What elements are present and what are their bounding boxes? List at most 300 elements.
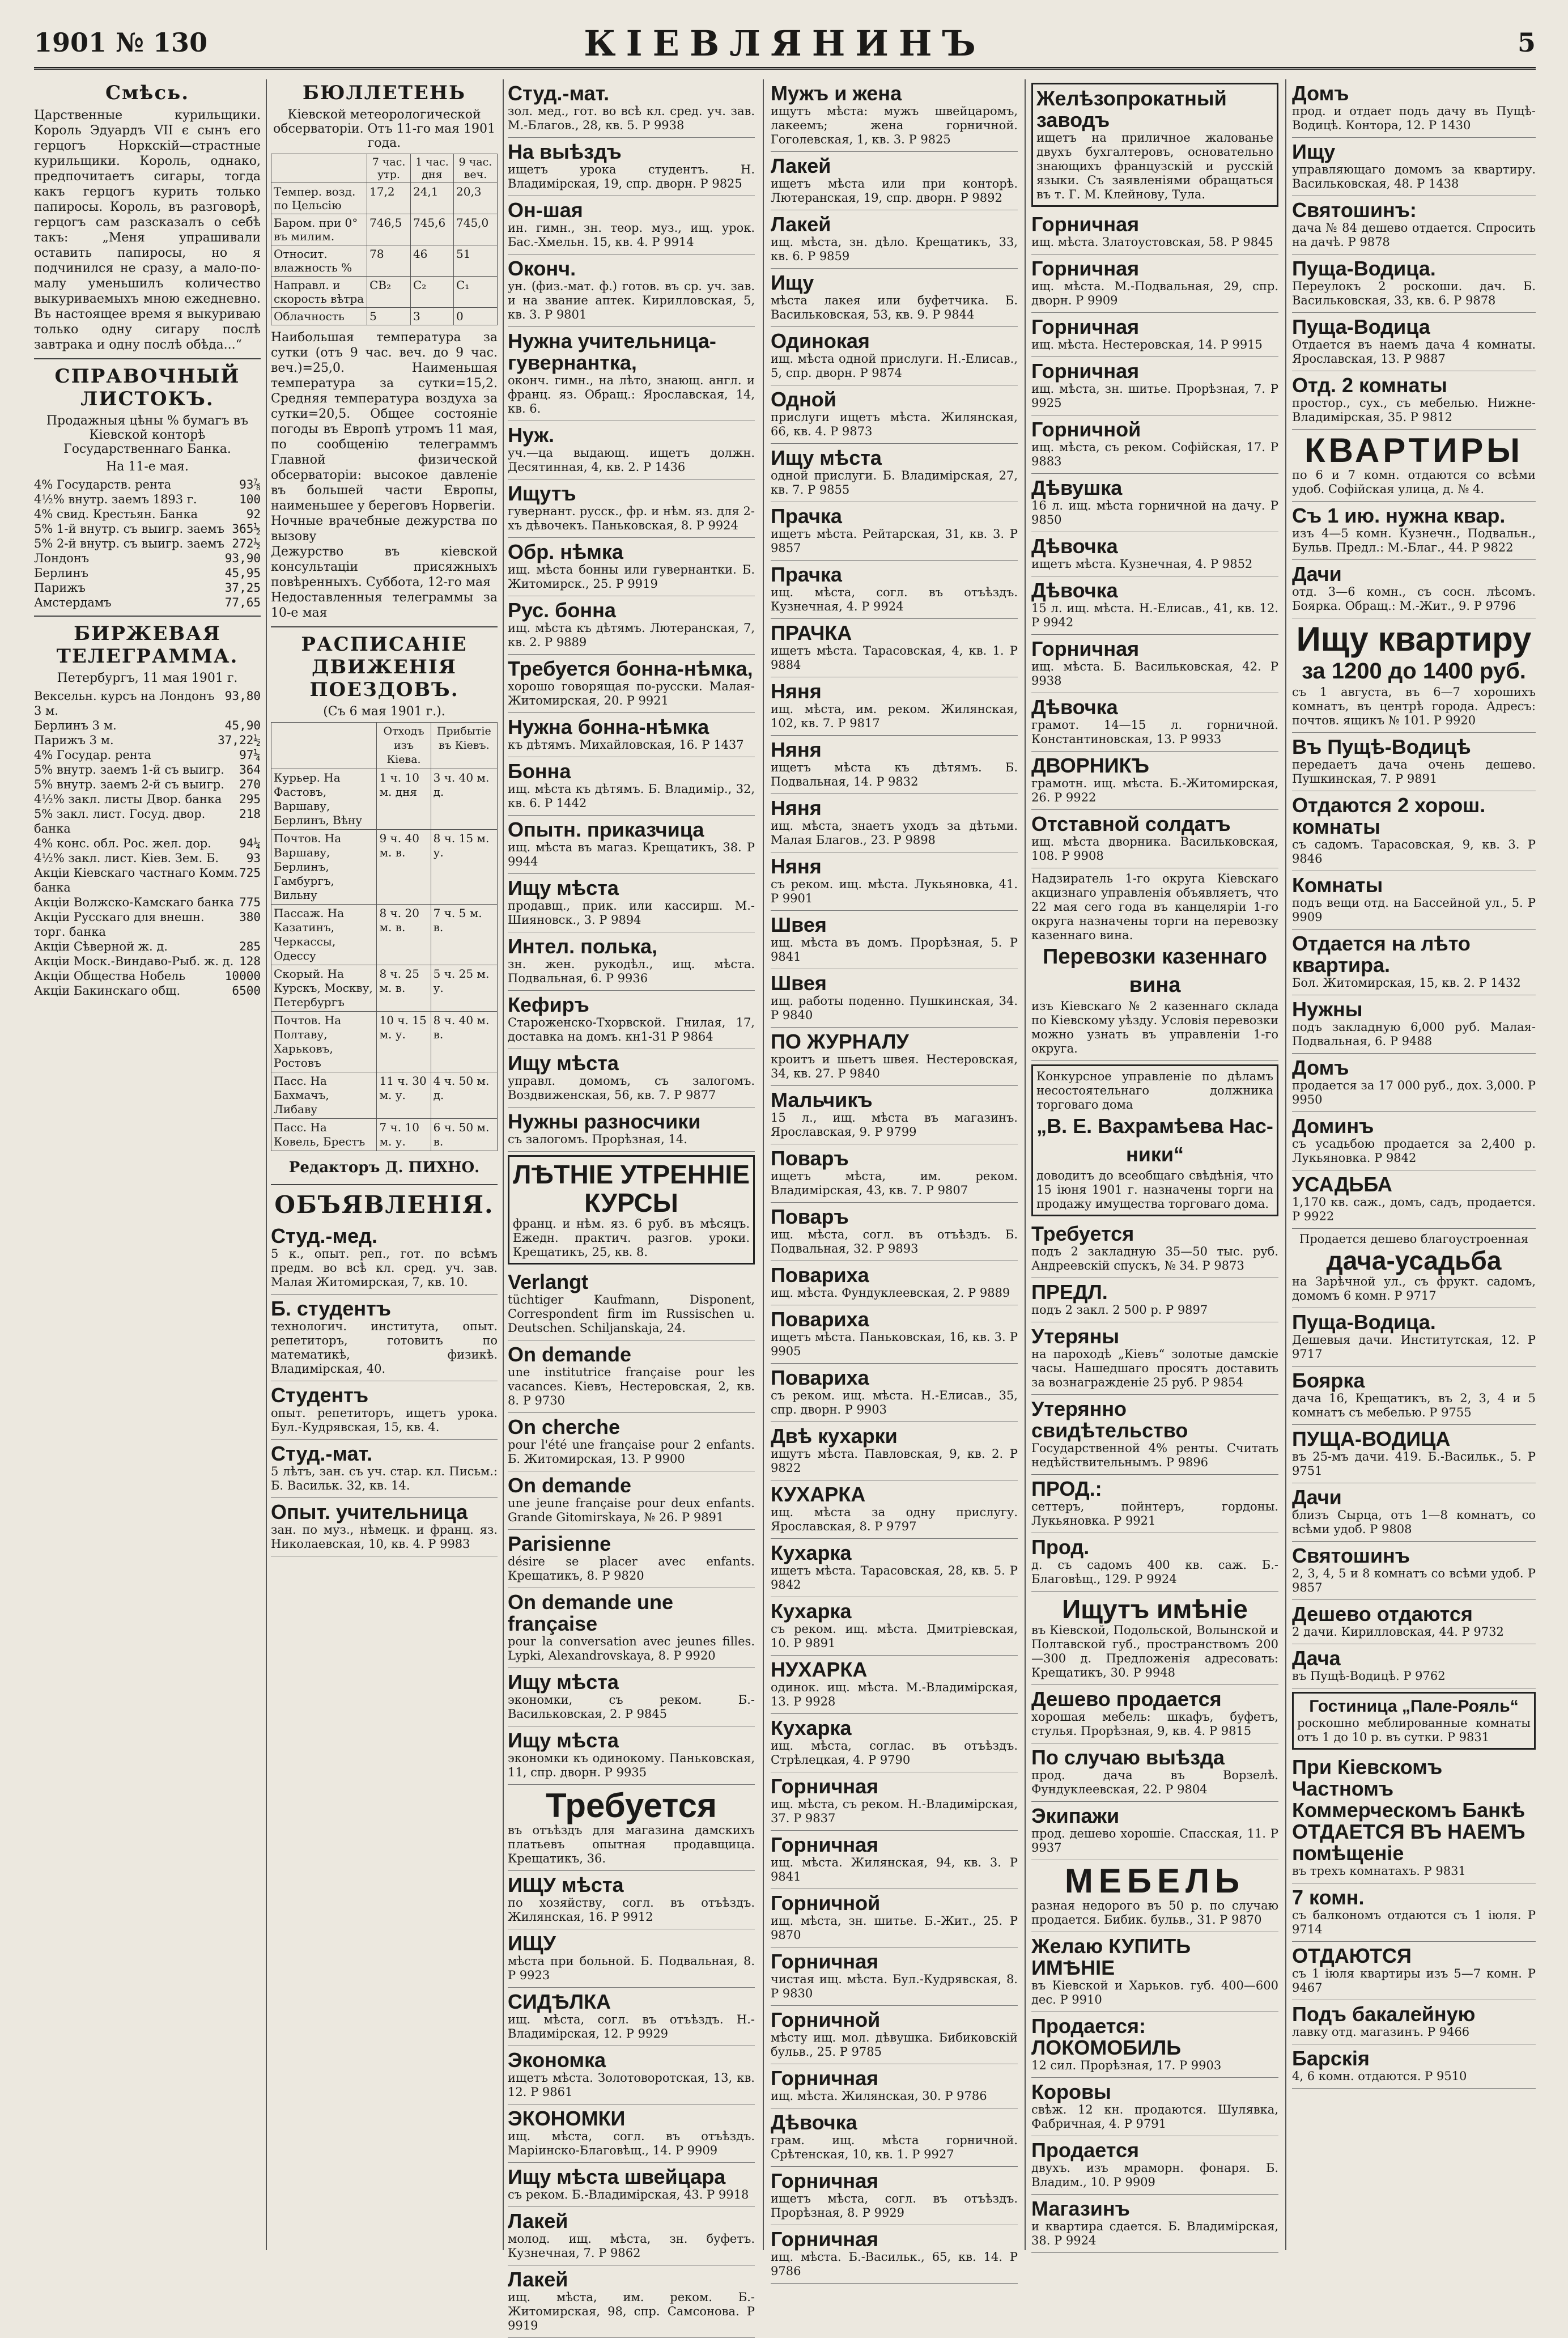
table-cell: 745,6 xyxy=(410,214,453,245)
classified-ad xyxy=(1292,1054,1536,1112)
quote-row xyxy=(34,954,261,969)
table-cell: 7 ч. 5 м. в. xyxy=(431,905,497,965)
classified-ad xyxy=(1292,871,1536,930)
ad-text: tüchtiger Kaufmann, Disponent, Correspondent firm im Russischen u. Deutschen. Schiljanskaja, 24. xyxy=(508,1293,755,1335)
ad-text: ищ. мѣста, знаетъ уходъ за дѣтьми. Малая Благов., 23. Р 9898 xyxy=(771,819,1018,847)
ads-list xyxy=(1292,502,1536,618)
ad-text: ищ. мѣста, согл. въ отъѣздъ. Н.-Владимірская, 12. Р 9929 xyxy=(508,2013,755,2040)
classified-ad xyxy=(771,1144,1018,1203)
ad-text: хорошо говорящая по-русски. Малая-Житомирская, 20. Р 9921 xyxy=(508,680,755,707)
ad-text: Бол. Житомирская, 15, кв. 2. Р 1432 xyxy=(1292,976,1521,990)
ad-keyword: Одинокая xyxy=(771,329,870,353)
classified-ad xyxy=(271,1222,498,1295)
table-cell: 7 ч. 10 м. у. xyxy=(377,1119,431,1151)
ad-keyword: Горничная xyxy=(1031,315,1140,338)
quote-value: 775 xyxy=(239,896,261,909)
ad-keyword: Требуется xyxy=(1031,1222,1134,1245)
quote-row xyxy=(34,551,261,566)
ad-keyword: ДВОРНИКЪ xyxy=(1031,754,1149,777)
ad-keyword: Въ Пущѣ-Водицѣ xyxy=(1292,735,1471,758)
ad-text: ищетъ мѣста. Золотоворотская, 13, кв. 12. Р 9861 xyxy=(508,2071,755,2099)
ad-keyword: СИДѢЛКА xyxy=(508,1990,611,2013)
ad-keyword: Опытн. приказчица xyxy=(508,818,704,841)
ad-keyword: Нуж. xyxy=(508,423,554,447)
classified-ad xyxy=(508,1988,755,2046)
ad-text: ищетъ урока студентъ. Н. Владимірская, 19, спр. дворн. Р 9825 xyxy=(508,163,755,190)
ad-keyword: Желаю КУПИТЬ ИМѢНІЕ xyxy=(1031,1934,1191,1979)
ad-keyword: Пуща-Водица. xyxy=(1292,257,1436,280)
classified-ad xyxy=(771,677,1018,736)
ad-text: 15 л., ищ. мѣста въ магазинъ. Ярославская, 9. Р 9799 xyxy=(771,1111,1018,1139)
ad-text: грамот. 14—15 л. горничной. Константиновская, 13. Р 9933 xyxy=(1031,718,1278,746)
ad-text: ищетъ мѣста. Рейтарская, 31, кв. 3. Р 9857 xyxy=(771,527,1018,555)
ad-keyword: Мальчикъ xyxy=(771,1088,873,1111)
ad-keyword: Кухарка xyxy=(771,1599,852,1623)
ad-keyword: Ищу мѣста xyxy=(508,1670,619,1694)
ad-text: двухъ. изъ мраморн. фонаря. Б. Владим., 10. Р 9909 xyxy=(1031,2161,1278,2189)
classified-ad xyxy=(1292,1753,1536,1883)
classified-ad xyxy=(508,1726,755,1785)
quote-name: Лондонъ xyxy=(34,551,90,565)
table-cell: 5 xyxy=(367,308,411,325)
classified-ad xyxy=(508,1929,755,1988)
classified-ad xyxy=(1031,1220,1278,1278)
ad-text: 5 к., опыт. реп., гот. по всѣмъ предм. во всѣ кл. сред. уч. зав. Малая Житомирская, 7, кв. 10. xyxy=(271,1247,498,1289)
quote-name: Парижъ 3 м. xyxy=(34,733,114,747)
classified-ad xyxy=(1031,1743,1278,1802)
ad-keyword: КУХАРКА xyxy=(771,1483,866,1506)
ad-keyword: Лакей xyxy=(508,2268,568,2291)
zavod-ad xyxy=(1031,83,1278,207)
classified-ad xyxy=(771,1889,1018,1947)
ad-text: ищ. мѣста, им. реком. Б.-Житомирская, 98, спр. Самсонова. Р 9919 xyxy=(508,2290,755,2332)
table-cell: Скорый. На Курскъ, Москву, Петербургъ xyxy=(271,965,377,1012)
quote-value: 92 xyxy=(246,507,261,521)
table-header-cell xyxy=(271,154,367,183)
table-cell: 11 ч. 30 м. у. xyxy=(377,1072,431,1119)
ad-text: 1,170 кв. саж., домъ, садъ, продается. Р 9922 xyxy=(1292,1195,1536,1223)
classified-ad xyxy=(508,1668,755,1726)
table-cell: 8 ч. 15 м. у. xyxy=(431,830,497,905)
ad-text: лавку отд. магазинъ. Р 9466 xyxy=(1292,2025,1470,2039)
classified-ad xyxy=(508,2163,755,2207)
table-cell: Баром. при 0° въ милим. xyxy=(271,214,367,245)
treb-ad xyxy=(508,1785,755,1871)
ad-text: и квартира сдается. Б. Владимірская, 38. Р 9924 xyxy=(1031,2220,1278,2247)
ad-keyword: Прачка xyxy=(771,563,842,586)
ad-keyword: Лакей xyxy=(771,154,831,177)
quote-name: Акціи Сѣверной ж. д. xyxy=(34,940,168,953)
table-cell: 0 xyxy=(454,308,498,325)
weather-table xyxy=(271,154,498,325)
classified-ad xyxy=(1031,254,1278,313)
quote-value: 10000 xyxy=(224,969,261,983)
classified-ad xyxy=(1031,810,1278,868)
ad-keyword: Ищутъ xyxy=(508,482,576,505)
ad-text: ищутъ мѣста. Павловская, 9, кв. 2. Р 9822 xyxy=(771,1447,1018,1475)
table-row xyxy=(271,905,498,965)
divider xyxy=(34,358,261,359)
table-cell: 4 ч. 50 м. д. xyxy=(431,1072,497,1119)
ad-text: съ усадьбою продается за 2,400 р. Лукьяновка. Р 9842 xyxy=(1292,1137,1536,1165)
ad-text: ищ. мѣста. Б.-Васильк., 65, кв. 14. Р 9786 xyxy=(771,2250,1018,2278)
ad-keyword: Дѣвочка xyxy=(1031,579,1118,602)
table-cell: 78 xyxy=(367,245,411,277)
hotel-text: роскошно меблированные комнаты отъ 1 до 10 р. въ сутки. Р 9831 xyxy=(1297,1716,1531,1744)
ad-text: чистая ищ. мѣста. Бул.-Кудрявская, 8. Р 9830 xyxy=(771,1972,1018,2000)
quote-name: 4½% закл. листы Двор. банка xyxy=(34,792,222,806)
quote-value: 37,22½ xyxy=(218,733,261,747)
ad-keyword: Горничная xyxy=(771,1775,879,1798)
classified-ad xyxy=(508,1268,755,1340)
dacha-name: дача-усадьба xyxy=(1326,1246,1502,1275)
ad-keyword: Дешево отдаются xyxy=(1292,1602,1473,1626)
classified-ad xyxy=(771,1261,1018,1305)
ad-text: ищ. мѣста, зн. шитье. Б.-Жит., 25. Р 9870 xyxy=(771,1914,1018,1942)
quote-row xyxy=(34,733,261,748)
ad-keyword: Боярка xyxy=(1292,1369,1365,1392)
classified-ad xyxy=(271,1498,498,1556)
ad-text: продается за 17 000 руб., дох. 3,000. Р 9950 xyxy=(1292,1079,1536,1106)
ad-keyword: Горничная xyxy=(771,2227,879,2251)
classified-ad xyxy=(771,2108,1018,2167)
classified-ad xyxy=(1292,502,1536,560)
classified-ad xyxy=(1292,371,1536,430)
ad-text: мѣста лакея или буфетчика. Б. Васильковская, 53, кв. 9. Р 9844 xyxy=(771,294,1018,321)
ad-text: Переулокъ 2 роскоши. дач. Б. Васильковская, 33, кв. 6. Р 9878 xyxy=(1292,279,1536,307)
ad-keyword: Одной xyxy=(771,388,836,411)
quote-row xyxy=(34,595,261,610)
ad-text: съ реком. ищ. мѣста. Дмитріевская, 10. Р 9891 xyxy=(771,1622,1018,1650)
classified-ad xyxy=(1031,1932,1278,2012)
ad-keyword: Горничная xyxy=(771,2169,879,2192)
ishu-kvartiru-price: за 1200 до 1400 руб. xyxy=(1302,659,1526,684)
ad-keyword: Лакей xyxy=(771,213,831,236)
ad-keyword: Горничная xyxy=(1031,213,1140,236)
ad-text: близъ Сырца, отъ 1—8 комнатъ, со всѣми удоб. Р 9808 xyxy=(1292,1508,1536,1536)
classified-ad xyxy=(508,816,755,874)
timetable-table xyxy=(271,722,498,1151)
ad-keyword: Отдается на лѣто квартира. xyxy=(1292,932,1471,977)
ad-text: съ залогомъ. Прорѣзная, 14. xyxy=(508,1132,687,1146)
dacha-title: Продается дешево благоустроенная xyxy=(1299,1232,1529,1246)
quote-name: 5% внутр. заемъ 2-й съ выигр. xyxy=(34,778,224,791)
ad-keyword: Б. студентъ xyxy=(271,1297,392,1320)
ad-text: une institutrice française pour les vacances. Кіевъ, Нестеровская, 2, кв. 8. Р 9730 xyxy=(508,1365,755,1407)
ad-keyword: Няня xyxy=(771,796,822,820)
ad-text: управляющаго домомъ за квартиру. Васильковская, 48. Р 1438 xyxy=(1292,163,1536,190)
table-cell: С₂ xyxy=(410,277,453,308)
ad-keyword: Экономка xyxy=(508,2048,606,2072)
classified-ad xyxy=(771,619,1018,677)
classified-ad xyxy=(1031,1395,1278,1475)
classified-ad xyxy=(1031,2195,1278,2253)
table-cell: Почтов. На Полтаву, Харьковъ, Ростовъ xyxy=(271,1012,377,1072)
classified-ad xyxy=(508,2207,755,2265)
classified-ad xyxy=(1292,1170,1536,1229)
quote-value: 45,95 xyxy=(224,566,261,580)
classified-ad xyxy=(508,1108,755,1152)
ad-keyword: Горничная xyxy=(1031,359,1140,383)
table-header-cell: 1 час. дня xyxy=(410,154,453,183)
quote-row xyxy=(34,580,261,595)
ad-text: 5 лѣтъ, зан. съ уч. стар. кл. Письм.: Б. Васильк. 32, кв. 14. xyxy=(271,1465,498,1492)
ad-text: продавщ., прик. или кассирш. М.-Шияновск., 3. Р 9894 xyxy=(508,899,755,927)
hotel-title: Гостиница „Пале-Рояль“ xyxy=(1309,1697,1519,1716)
classified-ad xyxy=(1292,196,1536,254)
ads-list xyxy=(1031,1932,1278,2253)
quote-name: 4% Государ. рента xyxy=(34,748,151,762)
ad-text: зол. мед., гот. во всѣ кл. сред. уч. зав. М.-Благов., 28, кв. 5. Р 9938 xyxy=(508,104,755,132)
table-cell: 51 xyxy=(454,245,498,277)
ad-keyword: Оконч. xyxy=(508,257,576,280)
table-cell: 17,2 xyxy=(367,183,411,214)
classified-ad xyxy=(1031,1278,1278,1322)
ad-text: съ реком. ищ. мѣста. Н.-Елисав., 35, спр. дворн. Р 9903 xyxy=(771,1389,1018,1416)
ads-list xyxy=(1031,210,1278,868)
masthead xyxy=(34,23,1536,70)
ad-text: désire se placer avec enfants. Крещатикъ, 8. Р 9820 xyxy=(508,1555,755,1582)
classified-ad xyxy=(771,911,1018,969)
table-cell: Относит. влажность % xyxy=(271,245,367,277)
hotel-ad xyxy=(1292,1692,1536,1750)
classified-ad xyxy=(1031,313,1278,357)
ishu-kvartiru-ad xyxy=(1292,618,1536,733)
ad-keyword: Студ.-мат. xyxy=(508,82,610,105)
ad-keyword: Дачи xyxy=(1292,1486,1342,1509)
ad-keyword: ПРАЧКА xyxy=(771,621,852,644)
quote-value: 380 xyxy=(239,910,261,924)
ad-text: ищетъ мѣста. Тарасовская, 4, кв. 1. Р 9884 xyxy=(771,644,1018,672)
quote-row xyxy=(34,718,261,733)
table-header-cell: Отходъ изъ Кіева. xyxy=(377,723,431,769)
ad-text: ищ. мѣста въ домъ. Прорѣзная, 5. Р 9841 xyxy=(771,936,1018,964)
classified-ad xyxy=(771,210,1018,269)
ad-keyword: Студ.-мед. xyxy=(271,1224,377,1248)
ad-text: ищ. мѣста одной прислуги. Н.-Елисав., 5, спр. дворн. Р 9874 xyxy=(771,352,1018,380)
ad-text: прод. и отдает подъ дачу въ Пущѣ-Водицѣ. Контора, 12. Р 1430 xyxy=(1292,104,1536,132)
sprav-heading: СПРАВОЧНЫЙ ЛИСТОКЪ. xyxy=(54,365,240,410)
ad-keyword: Дача xyxy=(1292,1647,1341,1670)
ad-text: мѣсту ищ. мол. дѣвушка. Бибиковскій бульв., 25. Р 9785 xyxy=(771,2031,1018,2059)
table-cell: 5 ч. 25 м. у. xyxy=(431,965,497,1012)
ad-text: ищ. работы поденно. Пушкинская, 34. Р 9840 xyxy=(771,994,1018,1022)
ad-keyword: На выѣздъ xyxy=(508,140,622,163)
ad-keyword: On demande une française xyxy=(508,1590,674,1635)
ad-text: ищутъ мѣста: мужъ швейцаромъ, лакеемъ; жена горничной. Гоголевская, 1, кв. 3. Р 9825 xyxy=(771,104,1018,146)
ad-text: гувернант. русск., фр. и нѣм. яз. для 2-хъ дѣвочекъ. Паньковская, 8. Р 9924 xyxy=(508,504,755,532)
classified-ad xyxy=(771,1947,1018,2006)
quote-name: 5% 2-й внутр. съ выигр. заемъ xyxy=(34,537,224,550)
quote-row xyxy=(34,689,261,718)
quote-row xyxy=(34,762,261,777)
table-header-cell: 7 час. утр. xyxy=(367,154,411,183)
quote-row xyxy=(34,566,261,580)
ads-list xyxy=(1292,733,1536,1229)
ad-keyword: УСАДЬБА xyxy=(1292,1173,1392,1196)
ad-keyword: Требуется бонна-нѣмка, xyxy=(508,657,753,680)
classified-ad xyxy=(508,1871,755,1929)
classified-ad xyxy=(771,1480,1018,1539)
ad-keyword: Повариха xyxy=(771,1263,869,1287)
classified-ad xyxy=(1031,2012,1278,2078)
summer-courses-ad xyxy=(508,1155,755,1265)
ad-keyword: Пуща-Водица xyxy=(1292,315,1430,338)
ad-keyword: Он-шая xyxy=(508,198,583,222)
classified-ad xyxy=(508,596,755,655)
table-cell: 746,5 xyxy=(367,214,411,245)
table-row xyxy=(271,965,498,1012)
ads-list xyxy=(1292,1753,1536,2089)
ad-text: ищетъ мѣста. Кузнечная, 4. Р 9852 xyxy=(1031,557,1253,571)
ad-text: къ дѣтямъ. Михайловская, 16. Р 1437 xyxy=(508,738,744,752)
classified-ad xyxy=(1292,791,1536,871)
ad-text: ищ. мѣста, согл. въ отъѣздъ. Кузнечная, 4. Р 9924 xyxy=(771,585,1018,613)
issue-number: 1901 № 130 xyxy=(34,27,208,58)
classified-ad xyxy=(771,152,1018,210)
ad-text: une jeune française pour deux enfants. Grande Gitomirskaya, № 26. Р 9891 xyxy=(508,1496,755,1524)
ad-text: отд. 3—6 комн., съ сосн. лѣсомъ. Боярка. Обращ.: М.-Жит., 9. Р 9796 xyxy=(1292,585,1536,613)
excise-notice xyxy=(1031,868,1278,1061)
ads-list xyxy=(508,1268,755,1785)
quote-name: 4½% закл. лист. Кіев. Зем. Б. xyxy=(34,851,219,865)
ad-text: Государственной 4% ренты. Считать недѣйствительнымъ. Р 9896 xyxy=(1031,1441,1278,1469)
ad-text: зн. жен. рукодѣл., ищ. мѣста. Подвальная, 6. Р 9936 xyxy=(508,957,755,985)
quote-row xyxy=(34,910,261,939)
ad-text: на пароходѣ „Кіевъ“ золотые дамскіе часы. Нашедшаго просятъ доставить за вознагражденіе 25 руб. Р 9854 xyxy=(1031,1347,1278,1389)
ad-keyword: Продается: ЛОКОМОБИЛЬ xyxy=(1031,2014,1182,2059)
ad-text: по хозяйству, согл. въ отъѣздъ. Жилянская, 16. Р 9912 xyxy=(508,1896,755,1924)
sprav-price-list xyxy=(34,477,261,610)
classified-ad xyxy=(508,2265,755,2338)
ad-text: ищ. мѣста, съ реком. Н.-Владимірская, 37. Р 9837 xyxy=(771,1797,1018,1825)
classified-ad xyxy=(1292,138,1536,196)
ad-keyword: Няня xyxy=(771,855,822,878)
ad-keyword: On demande xyxy=(508,1474,632,1497)
ad-text: изъ 4—5 комн. Кузнечн., Подвальн., Бульв. Предл.: М.-Благ., 44. Р 9822 xyxy=(1292,527,1536,554)
ad-keyword: Комнаты xyxy=(1292,873,1383,897)
birzh-heading: БИРЖЕВАЯ ТЕЛЕГРАММА. xyxy=(56,622,239,668)
classified-ad xyxy=(1292,1542,1536,1600)
ad-text: одной прислуги. Б. Владимірская, 27, кв. 7. Р 9855 xyxy=(771,469,1018,497)
quote-name: Парижъ xyxy=(34,581,86,595)
ad-text: подъ закладную 6,000 руб. Малая-Подвальная, 6. Р 9488 xyxy=(1292,1020,1536,1048)
ad-keyword: Ищу xyxy=(771,271,814,294)
quote-value: 93,90 xyxy=(224,551,261,565)
table-cell: 3 ч. 40 м. д. xyxy=(431,769,497,830)
classified-ad xyxy=(1031,210,1278,254)
ad-keyword: Утерянно свидѣтельство xyxy=(1031,1397,1188,1442)
ad-text: ин. гимн., зн. теор. муз., ищ. урок. Бас.-Хмельн. 15, кв. 4. Р 9914 xyxy=(508,221,755,249)
table-cell: 1 ч. 10 м. дня xyxy=(377,769,431,830)
ad-text: ищ. мѣста за одну прислугу. Ярославская, 8. Р 9797 xyxy=(771,1505,1018,1533)
ad-text: 12 сил. Прорѣзная, 17. Р 9903 xyxy=(1031,2059,1222,2072)
ad-text: грам. ищ. мѣста горничной. Срѣтенская, 10, кв. 1. Р 9927 xyxy=(771,2133,1018,2161)
column-3 xyxy=(508,79,755,2332)
konkurs-notice xyxy=(1031,1064,1278,1216)
classified-ad xyxy=(771,2225,1018,2284)
quote-value: 45,90 xyxy=(224,719,261,732)
classified-ad xyxy=(771,561,1018,619)
ad-keyword: Продается xyxy=(1031,2138,1139,2162)
ad-text: управл. домомъ, съ залогомъ. Воздвиженская, 56, кв. 7. Р 9877 xyxy=(508,1074,755,1102)
classified-ad xyxy=(771,79,1018,152)
ad-keyword: Горничной xyxy=(771,1891,881,1915)
column-5 xyxy=(1031,79,1278,2250)
ad-text: ищ. мѣста въ магаз. Крещатикъ, 38. Р 9944 xyxy=(508,841,755,868)
classified-ad xyxy=(1031,752,1278,810)
table-row xyxy=(271,308,498,325)
classified-ad xyxy=(508,1049,755,1108)
table-cell: Пассаж. На Казатинъ, Черкассы, Одессу xyxy=(271,905,377,965)
quote-row xyxy=(34,939,261,954)
classified-ad xyxy=(1031,1802,1278,1860)
classified-ad xyxy=(1031,576,1278,635)
table-header-cell: Прибытіе въ Кіевъ. xyxy=(431,723,497,769)
ad-keyword: Повариха xyxy=(771,1308,869,1331)
ad-text: ищ. мѣста, съ реком. Софійская, 17. Р 9883 xyxy=(1031,440,1278,468)
classified-ad xyxy=(508,254,755,327)
quote-row xyxy=(34,521,261,536)
quote-value: 725 xyxy=(239,866,261,880)
ishu-kvartiru-title: Ищу квартиру xyxy=(1296,620,1532,658)
ad-keyword: Святошинъ xyxy=(1292,1544,1410,1567)
ad-keyword: 7 комн. xyxy=(1292,1886,1365,1909)
ad-keyword: Горничная xyxy=(1031,637,1140,660)
ad-keyword: Горничная xyxy=(1031,257,1140,280)
ad-keyword: ОТДАЮТСЯ xyxy=(1292,1944,1412,1967)
classified-ad xyxy=(1292,1112,1536,1170)
classified-ad xyxy=(508,196,755,254)
ad-text: 16 л. ищ. мѣста горничной на дачу. Р 9850 xyxy=(1031,499,1278,527)
ad-keyword: Дѣвочка xyxy=(1031,534,1118,558)
quote-value: 365½ xyxy=(232,522,261,536)
quote-row xyxy=(34,792,261,807)
editor-line: Редакторъ Д. ПИХНО. xyxy=(288,1159,480,1176)
notice-item: Недоставленныя телеграммы за 10-е мая xyxy=(271,591,498,620)
ad-keyword: Магазинъ xyxy=(1031,2197,1130,2220)
table-row xyxy=(271,830,498,905)
ad-text: ищетъ мѣста, согл. въ отъѣздъ. Прорѣзная, 8. Р 9929 xyxy=(771,2192,1018,2220)
ad-text: свѣж. 12 кн. продаются. Шулявка, Фабричная, 4. Р 9791 xyxy=(1031,2103,1278,2131)
classified-ad xyxy=(508,421,755,480)
quote-value: 94¼ xyxy=(239,837,261,850)
classified-ad xyxy=(771,1086,1018,1144)
ad-text: ищ. мѣста. Нестеровская, 14. Р 9915 xyxy=(1031,338,1263,351)
quote-value: 100 xyxy=(239,493,261,506)
classified-ad xyxy=(771,269,1018,327)
classified-ad xyxy=(271,1381,498,1440)
table-cell: Курьер. На Фастовъ, Варшаву, Берлинъ, Вѣну xyxy=(271,769,377,830)
classified-ad xyxy=(508,874,755,932)
divider xyxy=(271,1184,498,1185)
imenie-title: Ищутъ имѣніе xyxy=(1062,1594,1248,1624)
classified-ad xyxy=(271,1295,498,1381)
ad-keyword: Няня xyxy=(771,738,822,761)
ad-keyword: Повариха xyxy=(771,1366,869,1389)
ad-keyword: Доминъ xyxy=(1292,1114,1374,1138)
divider xyxy=(34,616,261,617)
ad-text: сеттеръ, пойнтеръ, гордоны. Лукьяновка. Р 9921 xyxy=(1031,1500,1278,1527)
ads-list xyxy=(1031,1685,1278,1860)
quote-row xyxy=(34,969,261,983)
ad-keyword: Прачка xyxy=(771,504,842,528)
table-cell: Направл. и скорость вѣтра xyxy=(271,277,367,308)
ad-keyword: Коровы xyxy=(1031,2080,1111,2103)
ad-keyword: Ищу мѣста xyxy=(771,446,882,469)
quote-value: 270 xyxy=(239,778,261,791)
classified-ad xyxy=(1292,995,1536,1054)
